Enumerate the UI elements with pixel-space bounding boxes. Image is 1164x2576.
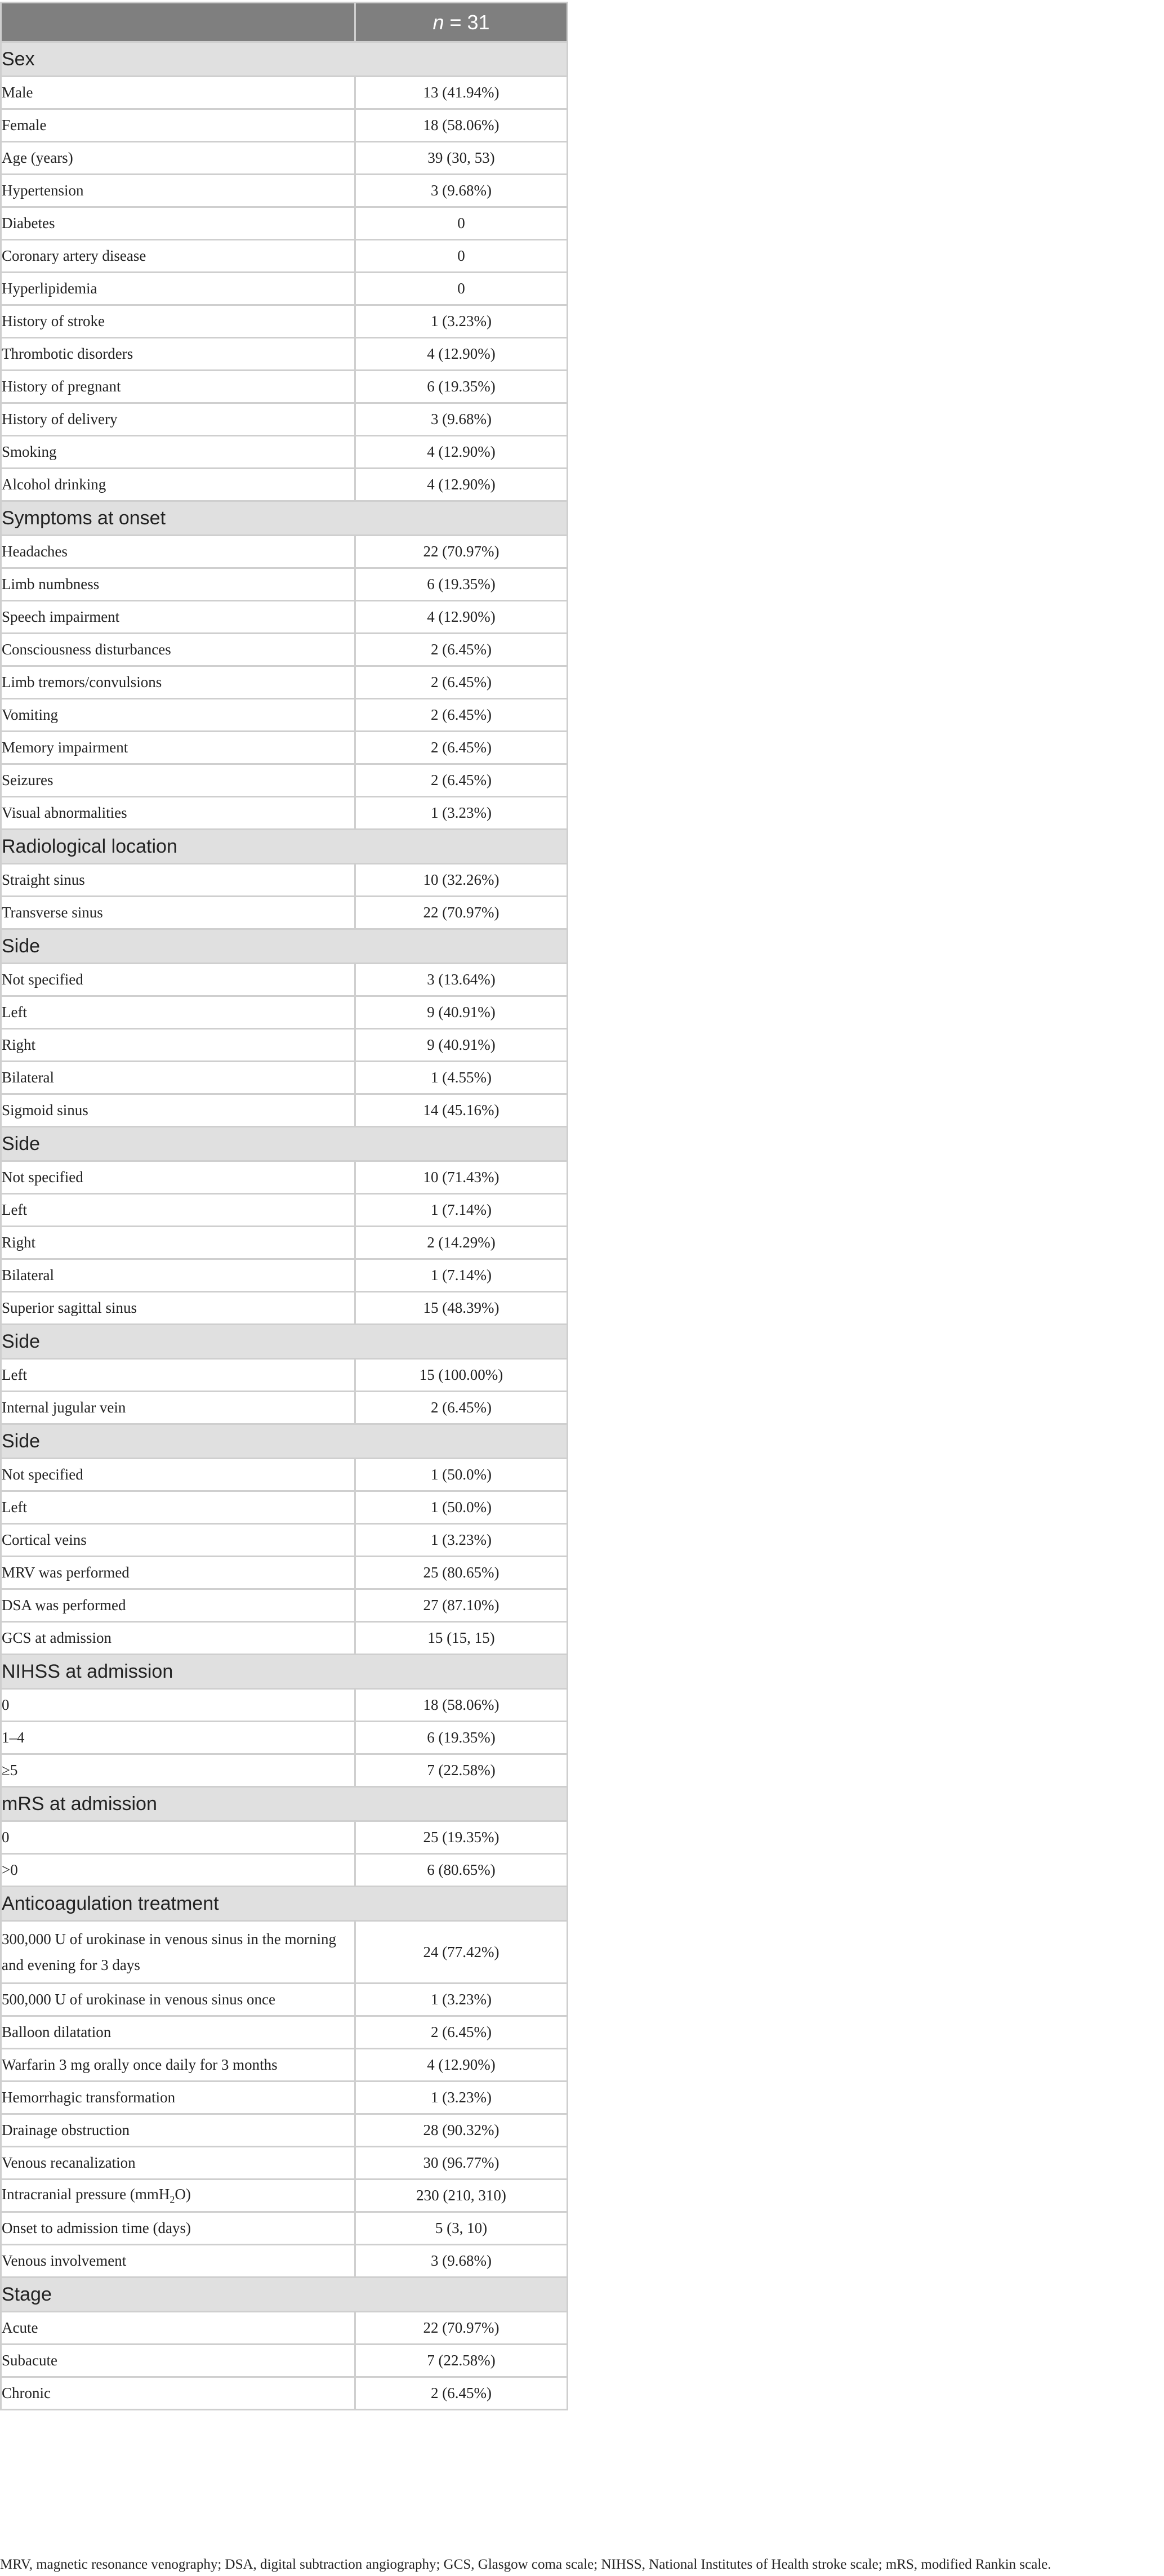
row-value: 25 (19.35%) <box>355 1821 568 1854</box>
table-row <box>1 732 568 764</box>
table-row <box>1 1227 568 1259</box>
row-value: 2 (6.45%) <box>355 1392 568 1424</box>
table-row <box>1 1821 568 1854</box>
row-label: Not specified <box>1 1161 355 1194</box>
row-value: 27 (87.10%) <box>355 1589 568 1622</box>
table-footnote: MRV, magnetic resonance venography; DSA, digital subtraction angiography; GCS, Glasgow coma scale; NIHSS, National Institutes of Health stroke scale; mRS, modified Rankin scale. <box>0 2557 1051 2572</box>
section-header-label: NIHSS at admission <box>1 1655 568 1689</box>
row-label: Smoking <box>1 436 355 469</box>
row-value: 2 (6.45%) <box>355 764 568 797</box>
row-label: Warfarin 3 mg orally once daily for 3 months <box>1 2049 355 2082</box>
row-label: Cortical veins <box>1 1524 355 1557</box>
table-row <box>1 1689 568 1722</box>
row-label: Right <box>1 1227 355 1259</box>
row-value: 39 (30, 53) <box>355 142 568 175</box>
row-value: 22 (70.97%) <box>355 897 568 929</box>
row-label: Hypertension <box>1 175 355 207</box>
row-label: Limb tremors/convulsions <box>1 666 355 699</box>
row-value: 4 (12.90%) <box>355 338 568 371</box>
table-row <box>1 1491 568 1524</box>
section-header-row <box>1 830 568 864</box>
row-label: Subacute <box>1 2345 355 2377</box>
section-header-row <box>1 1787 568 1821</box>
table-row <box>1 1161 568 1194</box>
section-header-label: Side <box>1 1127 568 1161</box>
row-value: 1 (7.14%) <box>355 1194 568 1227</box>
row-label: Internal jugular vein <box>1 1392 355 1424</box>
table-row <box>1 1094 568 1127</box>
row-label: Venous recanalization <box>1 2147 355 2180</box>
row-label: Right <box>1 1029 355 1062</box>
row-value: 3 (13.64%) <box>355 964 568 996</box>
row-value: 14 (45.16%) <box>355 1094 568 1127</box>
row-value: 28 (90.32%) <box>355 2114 568 2147</box>
table-row <box>1 1557 568 1589</box>
table-row <box>1 2016 568 2049</box>
table-row <box>1 2212 568 2245</box>
row-value: 13 (41.94%) <box>355 77 568 109</box>
row-value: 6 (19.35%) <box>355 568 568 601</box>
section-header-row <box>1 1127 568 1161</box>
section-header-row <box>1 501 568 536</box>
header-n-cell <box>355 3 568 42</box>
row-label: Onset to admission time (days) <box>1 2212 355 2245</box>
table-row <box>1 1622 568 1655</box>
section-header-row <box>1 1325 568 1359</box>
table-row <box>1 764 568 797</box>
table-row <box>1 1292 568 1325</box>
section-header-row <box>1 1424 568 1459</box>
table-body <box>1 3 568 2410</box>
row-value: 1 (3.23%) <box>355 1984 568 2016</box>
table-row <box>1 175 568 207</box>
row-label: 300,000 U of urokinase in venous sinus in the morning and evening for 3 days <box>1 1921 355 1984</box>
table-row <box>1 1359 568 1392</box>
table-row <box>1 666 568 699</box>
row-label: Left <box>1 1194 355 1227</box>
row-value: 4 (12.90%) <box>355 2049 568 2082</box>
row-label: Age (years) <box>1 142 355 175</box>
row-label: History of pregnant <box>1 371 355 403</box>
section-header-label: Radiological location <box>1 830 568 864</box>
section-header-row <box>1 1655 568 1689</box>
row-label: >0 <box>1 1854 355 1887</box>
row-label: 1–4 <box>1 1722 355 1754</box>
row-label: Vomiting <box>1 699 355 732</box>
row-value: 3 (9.68%) <box>355 403 568 436</box>
row-value: 5 (3, 10) <box>355 2212 568 2245</box>
row-value: 2 (6.45%) <box>355 634 568 666</box>
table-row <box>1 864 568 897</box>
row-label: Female <box>1 109 355 142</box>
table-row <box>1 2082 568 2114</box>
row-value: 7 (22.58%) <box>355 2345 568 2377</box>
table-row <box>1 1062 568 1094</box>
table-row <box>1 964 568 996</box>
table-row <box>1 699 568 732</box>
row-label: Not specified <box>1 1459 355 1491</box>
row-value: 2 (6.45%) <box>355 2377 568 2410</box>
section-header-label: Side <box>1 1325 568 1359</box>
row-label: Not specified <box>1 964 355 996</box>
row-value: 2 (6.45%) <box>355 666 568 699</box>
row-label-text: Intracranial pressure (mmH <box>2 2185 170 2203</box>
row-value: 2 (6.45%) <box>355 2016 568 2049</box>
row-value: 0 <box>355 273 568 305</box>
row-value: 1 (50.0%) <box>355 1491 568 1524</box>
row-value: 4 (12.90%) <box>355 469 568 501</box>
row-label: Diabetes <box>1 207 355 240</box>
table-row <box>1 1392 568 1424</box>
section-header-label: Sex <box>1 42 568 77</box>
section-header-row <box>1 2278 568 2312</box>
row-label: MRV was performed <box>1 1557 355 1589</box>
table-row <box>1 142 568 175</box>
row-label: Limb numbness <box>1 568 355 601</box>
row-value: 1 (3.23%) <box>355 305 568 338</box>
row-label: DSA was performed <box>1 1589 355 1622</box>
row-label: ≥5 <box>1 1754 355 1787</box>
row-label: Drainage obstruction <box>1 2114 355 2147</box>
table-row <box>1 273 568 305</box>
row-value: 24 (77.42%) <box>355 1921 568 1984</box>
row-value: 2 (14.29%) <box>355 1227 568 1259</box>
table-row <box>1 2245 568 2278</box>
row-value: 3 (9.68%) <box>355 175 568 207</box>
table-row <box>1 469 568 501</box>
row-label: Hyperlipidemia <box>1 273 355 305</box>
row-value: 22 (70.97%) <box>355 536 568 568</box>
row-value: 1 (7.14%) <box>355 1259 568 1292</box>
row-label: Hemorrhagic transformation <box>1 2082 355 2114</box>
row-label: Headaches <box>1 536 355 568</box>
row-label: History of delivery <box>1 403 355 436</box>
row-value: 1 (3.23%) <box>355 1524 568 1557</box>
row-value: 6 (80.65%) <box>355 1854 568 1887</box>
table-row <box>1 109 568 142</box>
section-header-row <box>1 42 568 77</box>
row-value: 2 (6.45%) <box>355 699 568 732</box>
row-label: Acute <box>1 2312 355 2345</box>
row-label: Venous involvement <box>1 2245 355 2278</box>
table-row <box>1 2377 568 2410</box>
row-label-subscript: 2 <box>170 2194 175 2205</box>
section-header-label: mRS at admission <box>1 1787 568 1821</box>
row-label: Alcohol drinking <box>1 469 355 501</box>
row-value: 15 (100.00%) <box>355 1359 568 1392</box>
table-row <box>1 634 568 666</box>
table-row <box>1 568 568 601</box>
row-label: Transverse sinus <box>1 897 355 929</box>
table-row <box>1 797 568 830</box>
row-label: Seizures <box>1 764 355 797</box>
table-row <box>1 536 568 568</box>
table-row <box>1 305 568 338</box>
row-value: 18 (58.06%) <box>355 1689 568 1722</box>
row-label: Left <box>1 996 355 1029</box>
table-row <box>1 240 568 273</box>
row-label: 500,000 U of urokinase in venous sinus once <box>1 1984 355 2016</box>
row-label: GCS at admission <box>1 1622 355 1655</box>
row-value: 6 (19.35%) <box>355 1722 568 1754</box>
row-label: Bilateral <box>1 1062 355 1094</box>
table-row <box>1 371 568 403</box>
row-label: Thrombotic disorders <box>1 338 355 371</box>
table-row <box>1 897 568 929</box>
row-label <box>1 2180 355 2212</box>
row-value: 1 (3.23%) <box>355 797 568 830</box>
row-label: Visual abnormalities <box>1 797 355 830</box>
row-label: Male <box>1 77 355 109</box>
row-value: 22 (70.97%) <box>355 2312 568 2345</box>
table-row <box>1 1754 568 1787</box>
row-value: 9 (40.91%) <box>355 1029 568 1062</box>
table-header-row <box>1 3 568 42</box>
table-row <box>1 1722 568 1754</box>
row-value: 25 (80.65%) <box>355 1557 568 1589</box>
row-value: 0 <box>355 207 568 240</box>
table-row <box>1 338 568 371</box>
table-row <box>1 1194 568 1227</box>
row-label: Left <box>1 1491 355 1524</box>
row-label: Speech impairment <box>1 601 355 634</box>
table-row <box>1 436 568 469</box>
row-label-tail: O) <box>175 2185 191 2203</box>
table-row <box>1 1589 568 1622</box>
row-label: Chronic <box>1 2377 355 2410</box>
section-header-label: Stage <box>1 2278 568 2312</box>
row-value: 30 (96.77%) <box>355 2147 568 2180</box>
row-value: 10 (71.43%) <box>355 1161 568 1194</box>
table-row <box>1 2312 568 2345</box>
table-row <box>1 1854 568 1887</box>
row-value: 10 (32.26%) <box>355 864 568 897</box>
row-value: 6 (19.35%) <box>355 371 568 403</box>
table-row <box>1 2345 568 2377</box>
table-row <box>1 1459 568 1491</box>
table-row <box>1 996 568 1029</box>
row-label: Consciousness disturbances <box>1 634 355 666</box>
table-row <box>1 77 568 109</box>
row-label: Sigmoid sinus <box>1 1094 355 1127</box>
row-value: 230 (210, 310) <box>355 2180 568 2212</box>
row-value: 2 (6.45%) <box>355 732 568 764</box>
table-row <box>1 2049 568 2082</box>
section-header-row <box>1 1887 568 1921</box>
section-header-label: Anticoagulation treatment <box>1 1887 568 1921</box>
table-row <box>1 207 568 240</box>
section-header-label: Side <box>1 929 568 964</box>
row-label: Balloon dilatation <box>1 2016 355 2049</box>
row-label: Straight sinus <box>1 864 355 897</box>
header-n-symbol: n <box>432 10 444 34</box>
row-label: History of stroke <box>1 305 355 338</box>
header-n-value: = 31 <box>444 10 490 34</box>
table-row <box>1 2114 568 2147</box>
table-row <box>1 1259 568 1292</box>
table-row <box>1 601 568 634</box>
table-row <box>1 2180 568 2212</box>
row-label: Coronary artery disease <box>1 240 355 273</box>
row-label: Superior sagittal sinus <box>1 1292 355 1325</box>
row-value: 7 (22.58%) <box>355 1754 568 1787</box>
table-row <box>1 1029 568 1062</box>
row-value: 4 (12.90%) <box>355 601 568 634</box>
row-label: Left <box>1 1359 355 1392</box>
characteristics-table <box>0 2 568 2410</box>
row-label: Bilateral <box>1 1259 355 1292</box>
row-value: 15 (15, 15) <box>355 1622 568 1655</box>
table-row <box>1 1921 568 1984</box>
row-label: Memory impairment <box>1 732 355 764</box>
row-value: 15 (48.39%) <box>355 1292 568 1325</box>
header-blank-cell <box>1 3 355 42</box>
row-value: 0 <box>355 240 568 273</box>
section-header-row <box>1 929 568 964</box>
table-row <box>1 1984 568 2016</box>
row-label: 0 <box>1 1689 355 1722</box>
row-value: 1 (50.0%) <box>355 1459 568 1491</box>
row-value: 1 (3.23%) <box>355 2082 568 2114</box>
row-value: 9 (40.91%) <box>355 996 568 1029</box>
section-header-label: Symptoms at onset <box>1 501 568 536</box>
row-label: 0 <box>1 1821 355 1854</box>
row-value: 1 (4.55%) <box>355 1062 568 1094</box>
row-value: 18 (58.06%) <box>355 109 568 142</box>
table-row <box>1 403 568 436</box>
row-value: 4 (12.90%) <box>355 436 568 469</box>
row-value: 3 (9.68%) <box>355 2245 568 2278</box>
section-header-label: Side <box>1 1424 568 1459</box>
table-row <box>1 2147 568 2180</box>
table-row <box>1 1524 568 1557</box>
